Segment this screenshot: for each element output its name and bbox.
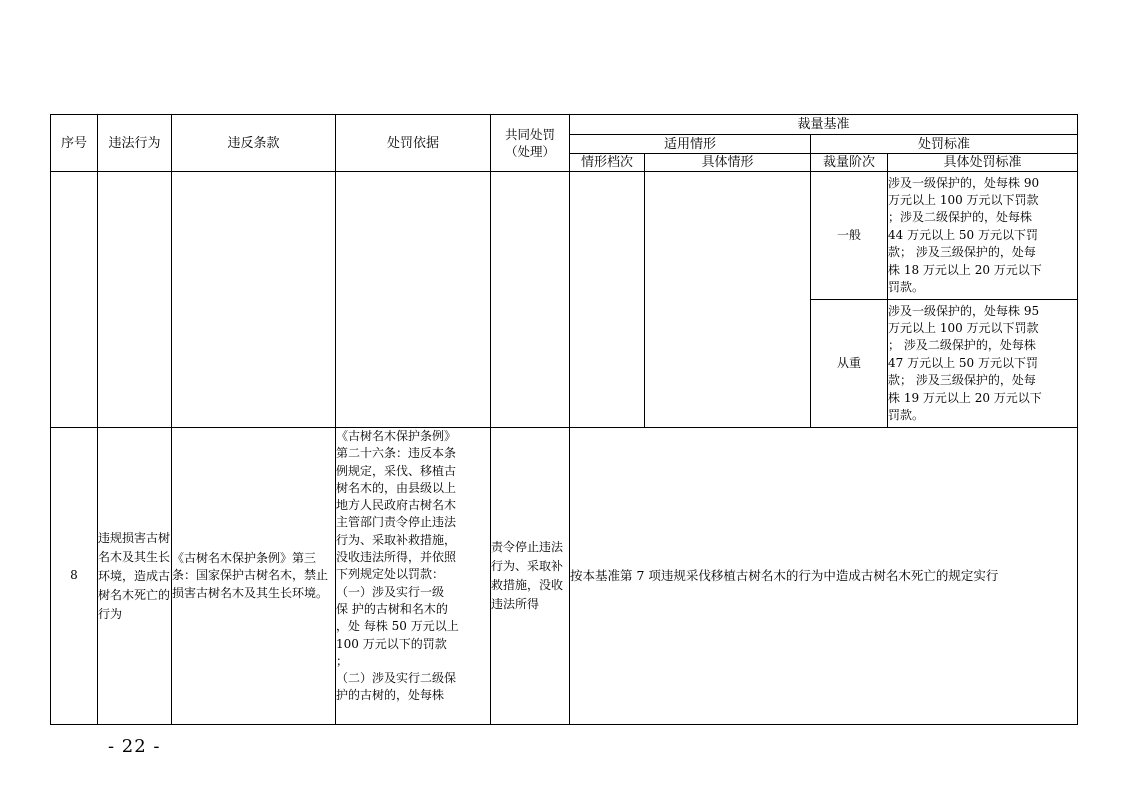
row8-note: 按本基准第 7 项违规采伐移植古树名木的行为中造成古树名木死亡的规定实行 [570,428,1078,725]
page-number: - 22 - [108,736,161,757]
cont-behavior-cell [98,172,172,428]
header-basis: 处罚依据 [336,115,491,172]
header-penalty-standard: 处罚标准 [811,135,1078,154]
degree-heavy: 从重 [811,300,888,428]
row8-joint: 责令停止违法行为、采取补救措施，没收违法所得 [491,428,570,725]
header-discretion: 裁量基准 [570,115,1078,135]
degree-general: 一般 [811,172,888,300]
standard-heavy: 涉及一级保护的，处每株 95 万元以上 100 万元以下罚款 ； 涉及二级保护的，处每株 47 万元以上 50 万元以下罚 款； 涉及三级保护的，处每 株 19 万元以上 20 万元以下 罚款。 [888,300,1078,428]
table-row [51,428,1078,725]
row8-article: 《古树名木保护条例》第三条：国家保护古树名木，禁止损害古树名木及其生长环境。 [172,428,336,725]
row8-seq: 8 [51,428,98,725]
discretion-table [50,114,1078,725]
header-degree: 裁量阶次 [811,154,888,172]
header-behavior: 违法行为 [98,115,172,172]
header-specific: 具体处罚标准 [888,154,1078,172]
header-situation: 具体情形 [645,154,811,172]
header-joint: 共同处罚（处理） [491,115,570,172]
table-row [51,172,1078,300]
cont-level-cell [570,172,645,428]
row8-basis: 《古树名木保护条例》 第二十六条：违反本条 例规定，采伐、移植古 树名木的，由县级以上 地方人民政府古树名木 主管部门责令停止违法 行为、采取补救措施， 没收违法所得，并依照 下列规定处以罚款： （一）涉及实行一级 保 护的古树和名木的 ，处 每株 50 万元以上 100 万元以下的罚款 ； （二）涉及实行二级保 护的古树的，处每株 [336,428,491,725]
cont-article-cell [172,172,336,428]
cont-basis-cell [336,172,491,428]
standard-general: 涉及一级保护的，处每株 90 万元以上 100 万元以下罚款 ；涉及二级保护的，处每株 44 万元以上 50 万元以下罚 款； 涉及三级保护的，处每 株 18 万元以上 20 万元以下 罚款。 [888,172,1078,300]
header-level: 情形档次 [570,154,645,172]
cont-seq-cell [51,172,98,428]
header-applicable: 适用情形 [570,135,811,154]
header-article: 违反条款 [172,115,336,172]
row8-behavior: 违规损害古树名木及其生长环境，造成古树名木死亡的行为 [98,428,172,725]
cont-situation-cell [645,172,811,428]
header-seq: 序号 [51,115,98,172]
cont-joint-cell [491,172,570,428]
